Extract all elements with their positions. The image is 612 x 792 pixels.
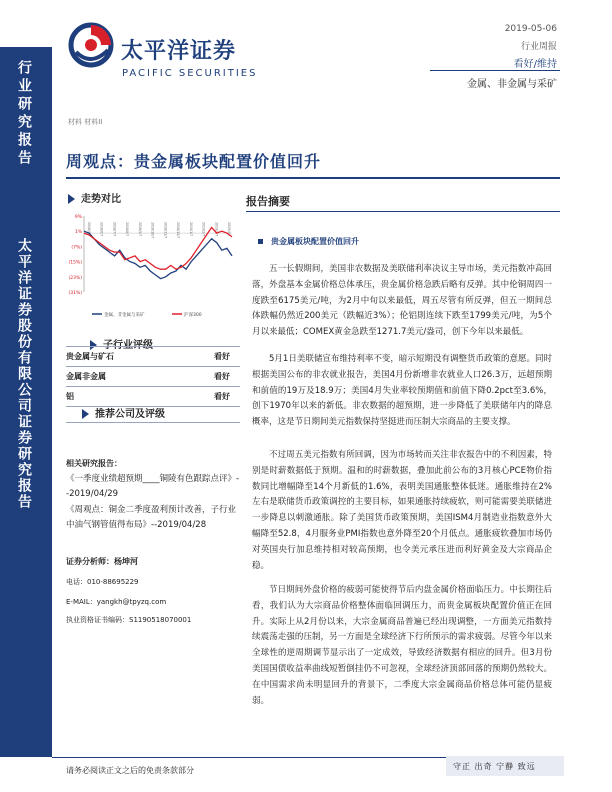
- related-reports-heading: 相关研究报告：: [66, 459, 122, 468]
- sidebar-label-report-type: 行业研究报告: [16, 60, 32, 168]
- pacific-securities-logo-icon: [68, 22, 114, 68]
- analyst-certificate: 执业资格证书编码：S1190518070001: [66, 616, 192, 624]
- sidebar-label-company: 太平洋证券股份有限公司证券研究报告: [16, 238, 32, 510]
- x-tick-label: 2019/4/7: [227, 222, 231, 237]
- sub-industry-name: 金属非金属: [66, 367, 179, 387]
- y-tick-label: (15%): [68, 260, 82, 266]
- title-divider: [66, 177, 560, 179]
- recommended-companies-heading: 推荐公司及评级: [82, 405, 165, 420]
- x-tick-label: 2018/11/7: [163, 222, 168, 239]
- chart-legend: [92, 311, 202, 318]
- sub-industry-rating: 看好: [179, 347, 240, 367]
- logo-text-en: PACIFIC SECURITIES: [122, 68, 258, 79]
- analyst-email[interactable]: E-MAIL：yangkh@tpyzq.com: [66, 598, 167, 606]
- table-row: [66, 347, 240, 367]
- y-tick-label: (7%): [71, 245, 82, 251]
- x-tick-label: 2018/8/7: [125, 222, 130, 237]
- industry-rating: 看好/维持: [513, 59, 557, 70]
- summary-paragraph: 不过周五美元指数有所回调，因为市场转而关注非农报告中的不利因素，特别是时薪数据低于预期。温和的时薪数据，叠加此前公布的3月核心PCE物价指数同比增幅降至14个月新低的1.6%，表明美国通胀整体低迷。通胀维持在2%左右是联储货币政策调控的主要目标，如果通胀持续疲软，则可能需要美联储进一步降息以刺激通胀。除了美国货币政策预期，美国ISM4月制造业指数意外大幅降至52.8，4月服务业PMI指数也意外降至20个月低点。通胀疲软叠加市场仍对英国央行加息维持相对较高预期，也令美元承压进而利好黄金及大宗商品企稳。: [252, 450, 552, 571]
- chart-axis: [84, 216, 232, 292]
- y-tick-labels: [68, 214, 82, 296]
- section-bullet-icon: [82, 409, 89, 419]
- trend-chart: [62, 210, 240, 322]
- recommend-divider: [66, 422, 240, 423]
- legend-label: 金属、非金属与采矿: [104, 313, 145, 318]
- square-bullet-icon: [258, 239, 263, 244]
- header-divider: [430, 70, 560, 71]
- series-line-0: [84, 231, 232, 279]
- x-tick-label: 2018/10/7: [150, 222, 155, 239]
- analyst-phone: 电话：010-88695229: [66, 578, 139, 586]
- series-line-1: [84, 227, 232, 269]
- sub-industry-name: 贵金属与矿石: [66, 347, 179, 367]
- related-report-item[interactable]: 《周观点：铜金二季度盈利预计改善，子行业中油气钢管值得布局》--2019/04/28: [66, 505, 237, 530]
- x-tick-label: 2018/12/7: [176, 222, 181, 239]
- trend-section-heading: 走势对比: [68, 190, 121, 205]
- x-tick-label: 2018/6/7: [99, 222, 104, 237]
- sub-industry-rating-table: [66, 346, 240, 407]
- sub-industry-rating-heading: 子行业评级: [90, 336, 153, 351]
- x-tick-label: 2019/3/7: [214, 222, 219, 237]
- industry-name: 金属、非金属与采矿: [467, 79, 557, 90]
- x-tick-label: 2018/9/7: [137, 222, 142, 237]
- y-tick-label: (23%): [68, 275, 82, 281]
- x-tick-label: 2018/7/7: [112, 222, 117, 237]
- sub-industry-rating: 看好: [179, 387, 240, 407]
- summary-paragraph: 节日期间外盘价格的疲弱可能使得节后内盘金属价格面临压力。中长期往后看，我们认为大宗商品价格整体面临回调压力，而贵金属板块配置价值正在回升。实际上从2月份以来，大宗金属商品普遍已经出现调整，一方面美元指数持续震荡走强的压制，另一方面是全球经济下行所预示的需求疲弱。尽管今年以来全球性的逆周期调节显示出了一定成效，导致经济数据有相应的回升。但3月份美国国债收益率曲线短暂倒挂仍不可忽视，全球经济顶部回落的预期仍然较大。在中国需求尚未明显回升的背景下，二季度大宗金属商品价格总体可能仍显疲弱。: [252, 585, 552, 706]
- legend-label: 沪深300: [184, 313, 202, 318]
- chart-series: [84, 227, 232, 278]
- y-tick-label: 9%: [74, 215, 82, 220]
- table-row: [66, 387, 240, 407]
- summary-paragraph: 五一长假期间，美国非农数据及美联储利率决议主导市场，美元指数冲高回落，外盘基本金属价格总体承压，贵金属价格急跌后略有反弹。其中伦铜周四一度跌至6175美元/吨，为2月中旬以来最低，周五尽管有所反弹，但五一期间总体跌幅仍然近200美元（跌幅近3%）；伦铝則连续下跌至1799美元/吨，为5个月以来最低；COMEX黄金急跌至1271.7美元/盎司，创下今年以来最低。: [252, 264, 552, 338]
- summary-divider: [246, 211, 560, 212]
- page-title: 周观点：贵金属板块配置价值回升: [66, 152, 322, 171]
- company-slogan: 守正 出奇 宁静 致远: [453, 762, 536, 771]
- section-bullet-icon: [68, 194, 75, 204]
- logo-text-cn: 太平洋证券: [121, 39, 237, 64]
- x-tick-label: 2018/5/7: [87, 222, 91, 237]
- y-tick-label: (31%): [68, 291, 82, 296]
- x-tick-label: 2019/2/7: [201, 222, 206, 237]
- sub-industry-name: 铝: [66, 387, 179, 407]
- analyst-heading: 证券分析师：杨坤河: [66, 557, 138, 566]
- report-type: 行业周报: [520, 42, 557, 52]
- y-tick-label: 1%: [74, 230, 82, 236]
- sub-industry-rating: 看好: [179, 367, 240, 387]
- x-tick-label: 2019/1/7: [188, 222, 193, 237]
- summary-paragraph: 5月1日美联储宣布维持利率不变，暗示短期没有调整货币政策的意愿。同时根据美国公布的非农就业报告，美国4月份新增非农就业人口26.3万，远超预期和前值的19万及18.9万；美国4月失业率较预期值和前值下降0.2pct至3.6%，创下1970年以来的新低。非农数据的超预期，进一步降低了美联储年内的降息概率，这是节日期间美元指数保持坚挺进而压制大宗商品的主要支撑。: [252, 354, 552, 428]
- table-row: [66, 367, 240, 387]
- category-label: 材料 材料II: [68, 118, 103, 126]
- disclaimer-text: 请务必阅读正文之后的免责条款部分: [66, 766, 194, 775]
- report-date: 2019-05-06: [504, 24, 557, 34]
- summary-heading: 报告摘要: [246, 195, 290, 208]
- summary-section-title: 贵金属板块配置价值回升: [258, 236, 359, 247]
- related-report-item[interactable]: 《一季度业绩超预期____铜陵有色跟踪点评》--2019/04/29: [66, 474, 240, 499]
